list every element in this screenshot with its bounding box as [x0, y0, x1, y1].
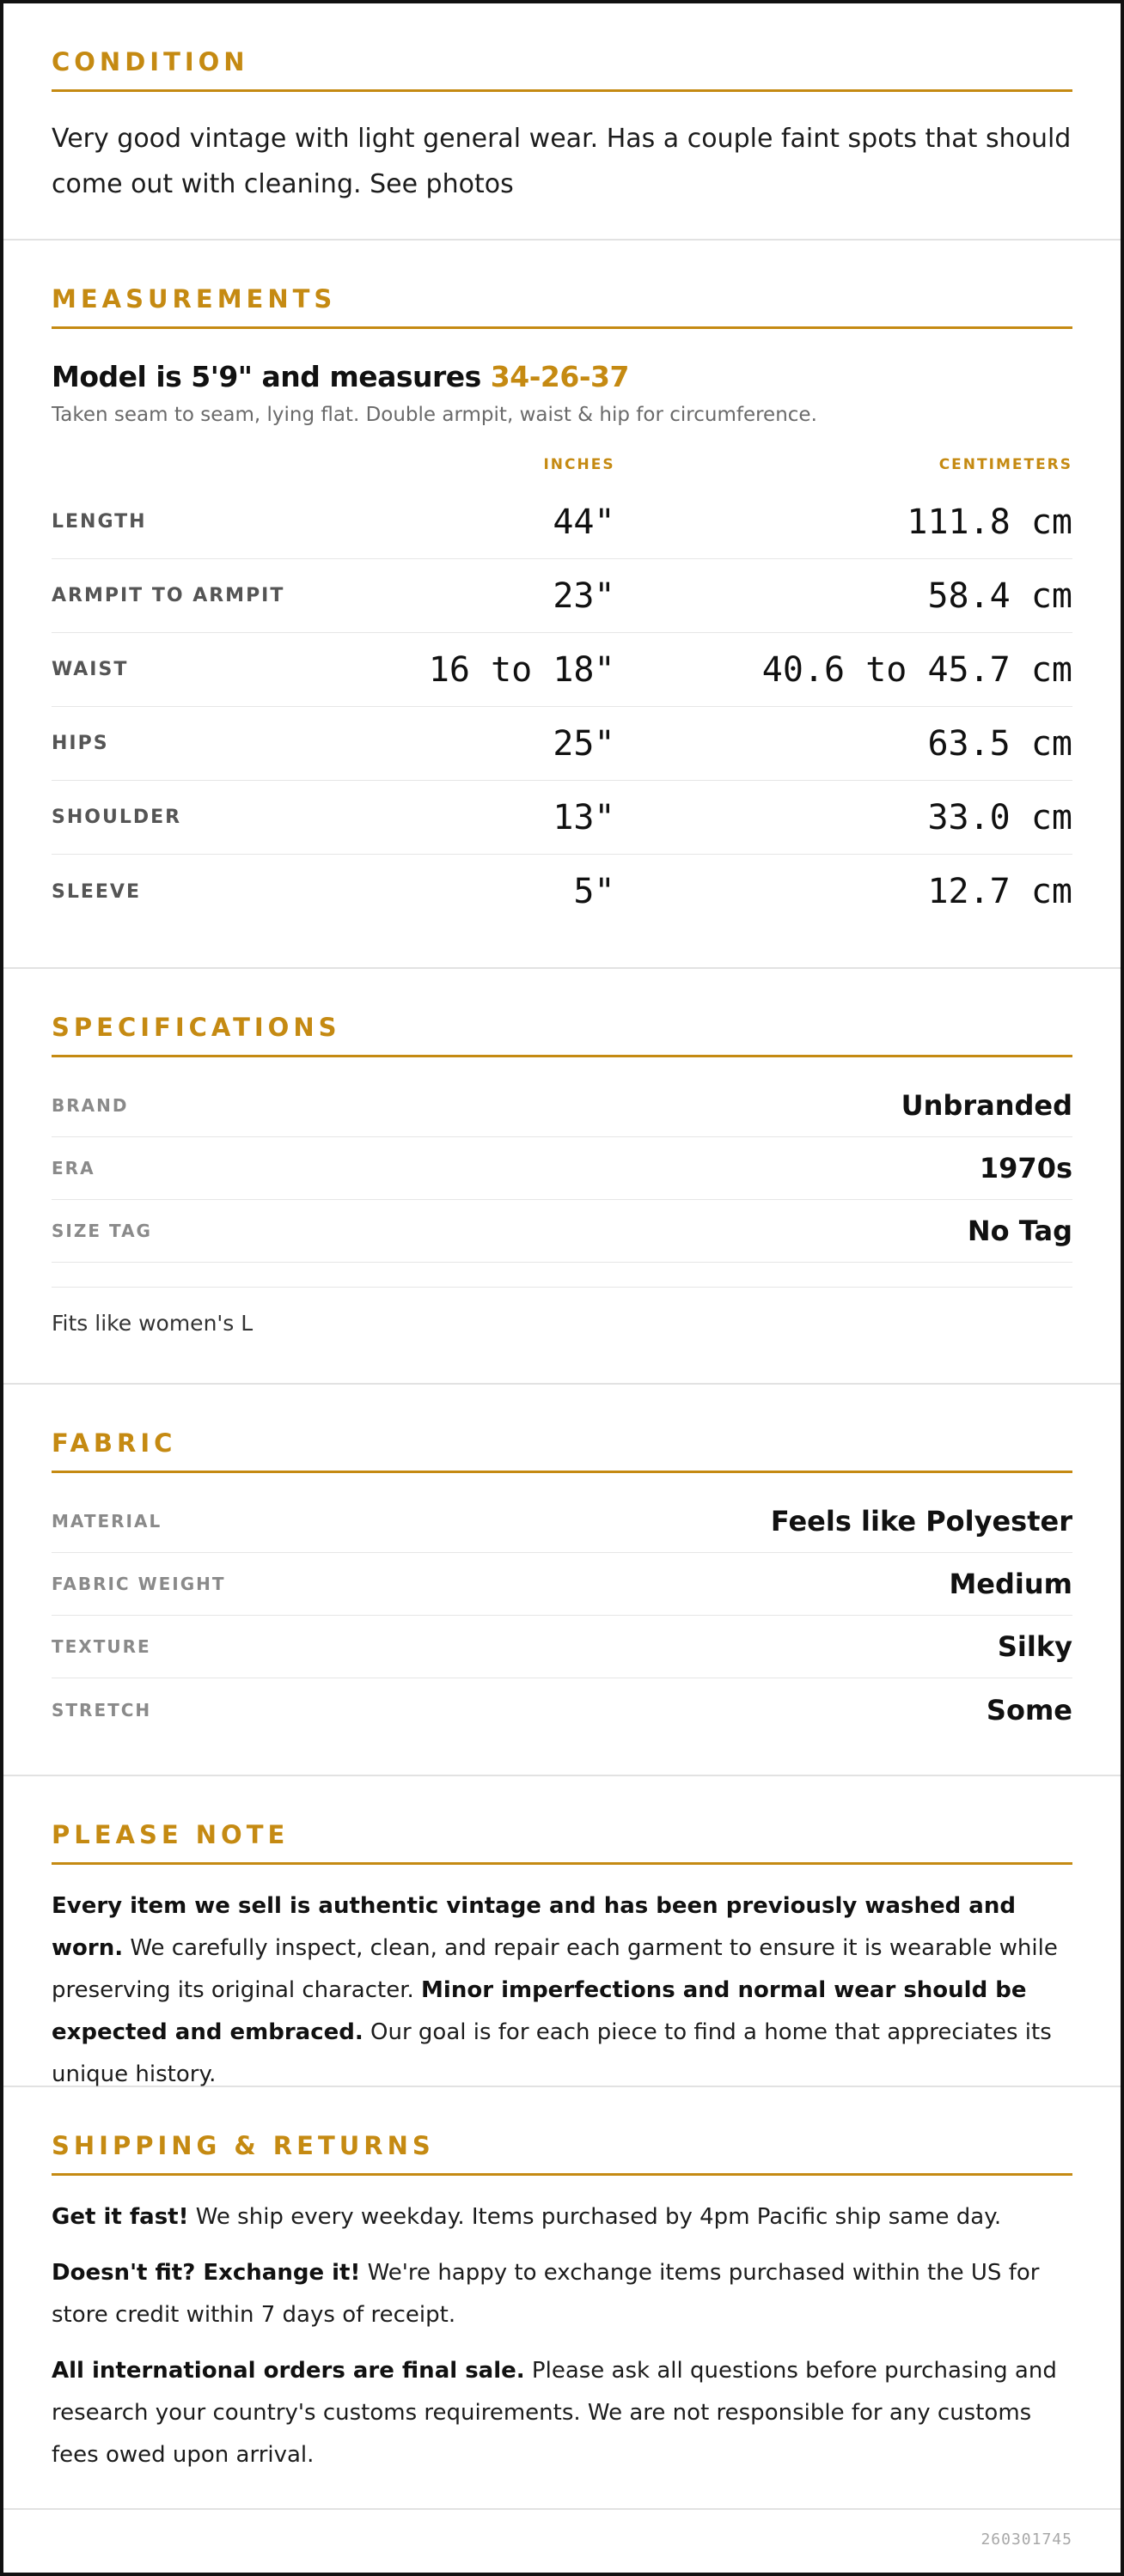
centimeters-column-header: CENTIMETERS	[938, 456, 1073, 473]
spec-value: 1970s	[979, 1152, 1072, 1184]
shipping-text-3: Please ask all questions before purchasing and research your country's customs requirements. We are not responsible for any customs fees owed upon arrival.	[52, 2358, 1057, 2468]
condition-title: CONDITION	[52, 45, 1072, 92]
model-stats: 34-26-37	[490, 360, 629, 393]
fabric-value: Some	[986, 1693, 1072, 1726]
measurement-cm: 33.0 cm	[927, 797, 1073, 837]
measurement-inches: 44"	[553, 502, 615, 542]
fit-note: Fits like women's L	[52, 1287, 1072, 1341]
fabric-value: Medium	[949, 1568, 1072, 1600]
spec-label: SIZE TAG	[52, 1221, 152, 1241]
please-note-title: PLEASE NOTE	[52, 1818, 1072, 1865]
spec-label: ERA	[52, 1158, 95, 1178]
model-prefix: Model is 5'9" and measures	[52, 360, 491, 393]
header-spacer	[52, 456, 333, 477]
measurements-title: MEASUREMENTS	[52, 282, 1072, 329]
fabric-label: STRETCH	[52, 1699, 152, 1720]
measurements-table	[52, 485, 1072, 929]
measurement-cm: 63.5 cm	[927, 723, 1073, 764]
fabric-list	[52, 1490, 1072, 1741]
measurement-label: ARMPIT TO ARMPIT	[52, 585, 285, 606]
fabric-section	[3, 1385, 1121, 1776]
note-text-1: We carefully inspect, clean, and repair each garment to ensure it is wearable while preserving its original character.	[52, 1935, 1058, 2003]
measurement-cm: 12.7 cm	[927, 872, 1073, 911]
measurement-cm: 40.6 to 45.7 cm	[761, 649, 1073, 690]
measurement-row-length	[52, 485, 1072, 559]
measurement-inches: 13"	[553, 797, 615, 837]
shipping-returns-section	[3, 2087, 1121, 2510]
note-text-2: Our goal is for each piece to find a home that appreciates its unique history.	[52, 2019, 1052, 2087]
condition-section	[3, 3, 1121, 241]
fabric-label: TEXTURE	[52, 1636, 151, 1657]
measurements-subtitle: Taken seam to seam, lying flat. Double armpit, waist & hip for circumference.	[52, 404, 817, 426]
shipping-paragraph-exchange	[52, 2252, 1072, 2336]
shipping-bold-3: All international orders are final sale.	[52, 2358, 525, 2384]
shipping-text-1: We ship every weekday. Items purchased by 4pm Pacific ship same day.	[188, 2204, 1002, 2230]
fabric-value: Silky	[997, 1630, 1072, 1663]
measurement-label: HIPS	[52, 733, 109, 754]
measurement-row-sleeve	[52, 855, 1072, 929]
shipping-paragraph-international	[52, 2350, 1072, 2476]
specifications-list	[52, 1075, 1072, 1263]
shipping-text-2: We're happy to exchange items purchased within the US for store credit within 7 days of receipt.	[52, 2260, 1040, 2328]
inches-column-header: INCHES	[543, 456, 615, 473]
measurement-inches: 25"	[553, 723, 615, 764]
fabric-row-stretch	[52, 1678, 1072, 1741]
note-bold-2: Minor imperfections and normal wear should be expected and embraced.	[52, 1977, 1027, 2045]
spec-label: BRAND	[52, 1095, 129, 1116]
measurement-row-hips	[52, 707, 1072, 781]
measurements-header	[52, 456, 1072, 477]
measurement-cm: 111.8 cm	[907, 502, 1073, 542]
spec-row-size-tag	[52, 1200, 1072, 1263]
shipping-bold-1: Get it fast!	[52, 2204, 189, 2230]
fabric-value: Feels like Polyester	[770, 1505, 1072, 1538]
fabric-row-material	[52, 1490, 1072, 1553]
measurements-section	[3, 241, 1121, 969]
shipping-title: SHIPPING & RETURNS	[52, 2128, 1072, 2176]
measurement-row-waist	[52, 633, 1072, 707]
measurement-inches: 16 to 18"	[428, 649, 615, 690]
measurement-row-shoulder	[52, 781, 1072, 855]
shipping-bold-2: Doesn't fit? Exchange it!	[52, 2260, 361, 2286]
spec-value: No Tag	[967, 1215, 1072, 1247]
item-id: 260301745	[980, 2530, 1072, 2549]
measurement-label: SHOULDER	[52, 807, 182, 828]
measurement-row-armpit	[52, 559, 1072, 633]
measurement-inches: 23"	[553, 575, 615, 616]
measurement-label: SLEEVE	[52, 880, 141, 903]
please-note-section	[3, 1776, 1121, 2087]
spec-row-era	[52, 1137, 1072, 1200]
specifications-title: SPECIFICATIONS	[52, 1010, 1072, 1057]
condition-text: Very good vintage with light general wear. Has a couple faint spots that should come out with cleaning. See photos	[52, 124, 1072, 199]
fabric-title: FABRIC	[52, 1426, 1072, 1473]
model-measurements	[52, 358, 1072, 396]
fabric-label: MATERIAL	[52, 1511, 162, 1532]
spec-value: Unbranded	[901, 1089, 1072, 1122]
shipping-paragraph-fast	[52, 2196, 1072, 2238]
note-bold-1: Every item we sell is authentic vintage and has been previously washed and worn.	[52, 1893, 1016, 1961]
fabric-row-weight	[52, 1553, 1072, 1616]
measurement-inches: 5"	[573, 872, 615, 911]
spec-row-brand	[52, 1075, 1072, 1137]
measurement-label: WAIST	[52, 659, 129, 680]
specifications-section	[3, 969, 1121, 1385]
measurement-cm: 58.4 cm	[927, 575, 1073, 616]
fabric-row-texture	[52, 1616, 1072, 1678]
please-note-text	[52, 1885, 1072, 2096]
measurement-label: LENGTH	[52, 511, 147, 533]
fabric-label: FABRIC WEIGHT	[52, 1574, 226, 1594]
